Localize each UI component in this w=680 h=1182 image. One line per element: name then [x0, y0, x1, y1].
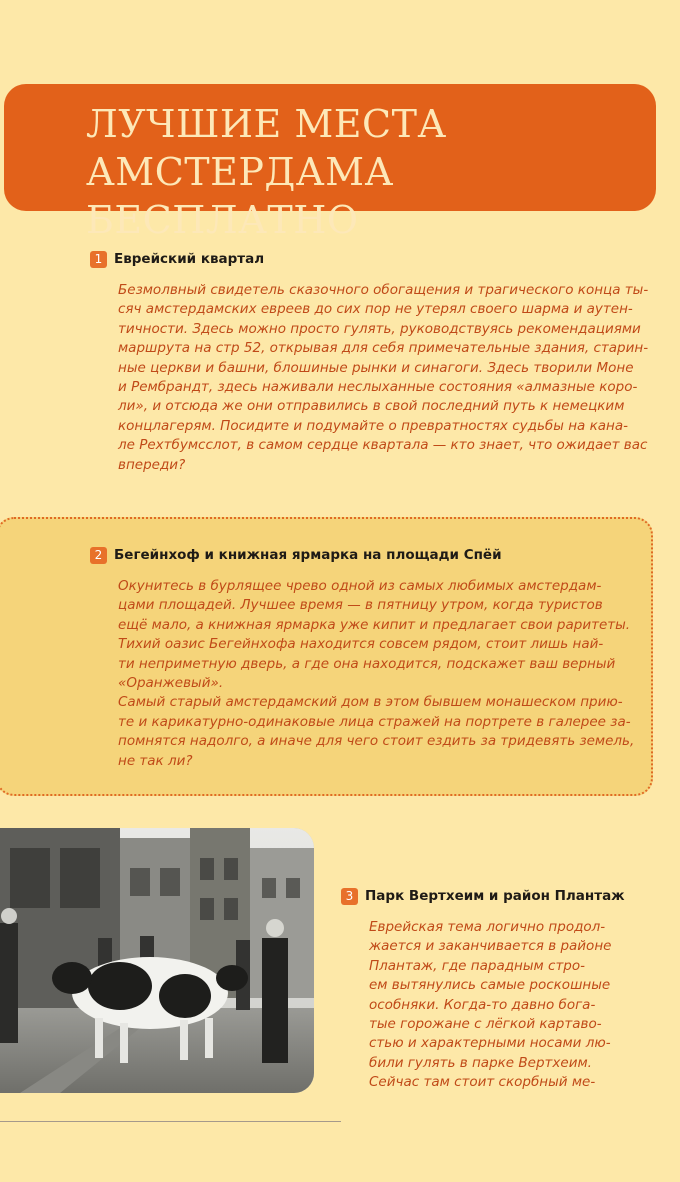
section-2-line: Самый старый амстердамский дом в этом бывшем монашеском прию- [118, 694, 623, 711]
section-3-line: Еврейская тема логично продол- [369, 919, 606, 935]
section-2-line: помнятся надолго, а иначе для чего стоит ездить за тридевять земель, [118, 733, 635, 750]
section-1-heading [90, 250, 264, 268]
section-2-line: не так ли? [118, 752, 193, 769]
section-2-line: цами площадей. Лучшее время — в пятницу утром, когда туристов [118, 597, 603, 614]
section-1-number: 1 [90, 251, 107, 268]
section-2-line: Окунитесь в бурлящее чрево одной из самых любимых амстердам- [118, 578, 602, 594]
section-3-body [369, 918, 611, 1093]
section-1-line: маршрута на стр 52, открывая для себя примечательные здания, старин- [118, 340, 649, 357]
section-2-heading [90, 546, 502, 564]
section-3-line: ем вытянулись самые роскошные [369, 977, 611, 994]
section-2-line: «Оранжевый». [118, 675, 224, 692]
section-1-line: тичности. Здесь можно просто гулять, руководствуясь рекомендациями [118, 320, 641, 337]
section-3-line: жается и заканчивается в районе [369, 938, 612, 955]
section-1-line: сяч амстердамских евреев до сих пор не утерял своего шарма и аутен- [118, 301, 633, 318]
section-2-number: 2 [90, 547, 107, 564]
street-cow-photo [0, 828, 314, 1093]
photo-illustration [0, 828, 314, 1093]
section-2-body [118, 577, 634, 771]
section-3-line: стью и характерными носами лю- [369, 1035, 611, 1052]
section-1-line: концлагерям. Посидите и подумайте о превратностях судьбы на кана- [118, 417, 628, 434]
section-2-line: те и карикатурно-одинаковые лица стражей на портрете в галерее за- [118, 713, 631, 730]
section-1-line: ные церкви и башни, блошиные рынки и синагоги. Здесь творили Моне [118, 359, 634, 376]
section-1-line: и Рембрандт, здесь наживали неслыханные состояния «алмазные коро- [118, 379, 638, 396]
section-3-number: 3 [341, 888, 358, 905]
section-3-heading [341, 887, 625, 905]
section-3-line: Сейчас там стоит скорбный ме- [369, 1074, 596, 1091]
section-1-line: Безмолвный свидетель сказочного обогащения и трагического конца ты- [118, 282, 649, 298]
section-1-title: Еврейский квартал [114, 251, 265, 267]
section-3-title: Парк Вертхеим и район Плантаж [365, 888, 625, 904]
section-1-line: ли», и отсюда же они отправились в свой последний путь к немецким [118, 398, 625, 415]
page-title: ЛУЧШИЕ МЕСТА АМСТЕРДАМА БЕСПЛАТНО [86, 102, 447, 242]
bottom-divider [0, 1121, 341, 1122]
section-1-body [118, 281, 648, 475]
section-3-line: Плантаж, где парадным стро- [369, 957, 586, 974]
section-3-line: особняки. Когда-то давно бога- [369, 996, 596, 1013]
section-1-line: впереди? [118, 456, 186, 473]
section-3-line: тые горожане с лёгкой картаво- [369, 1016, 602, 1033]
section-2-line: ти неприметную дверь, а где она находится, подскажет ваш верный [118, 655, 616, 672]
section-2-line: Тихий оазис Бегейнхофа находится совсем рядом, стоит лишь най- [118, 636, 604, 653]
section-2-title: Бегейнхоф и книжная ярмарка на площади Спёй [114, 547, 502, 563]
section-2-line: ещё мало, а книжная ярмарка уже кипит и предлагает свои раритеты. [118, 616, 631, 633]
section-1-line: ле Рехтбумсслот, в самом сердце квартала — кто знает, что ожидает вас [118, 437, 648, 454]
section-3-line: били гулять в парке Вертхеим. [369, 1054, 592, 1071]
